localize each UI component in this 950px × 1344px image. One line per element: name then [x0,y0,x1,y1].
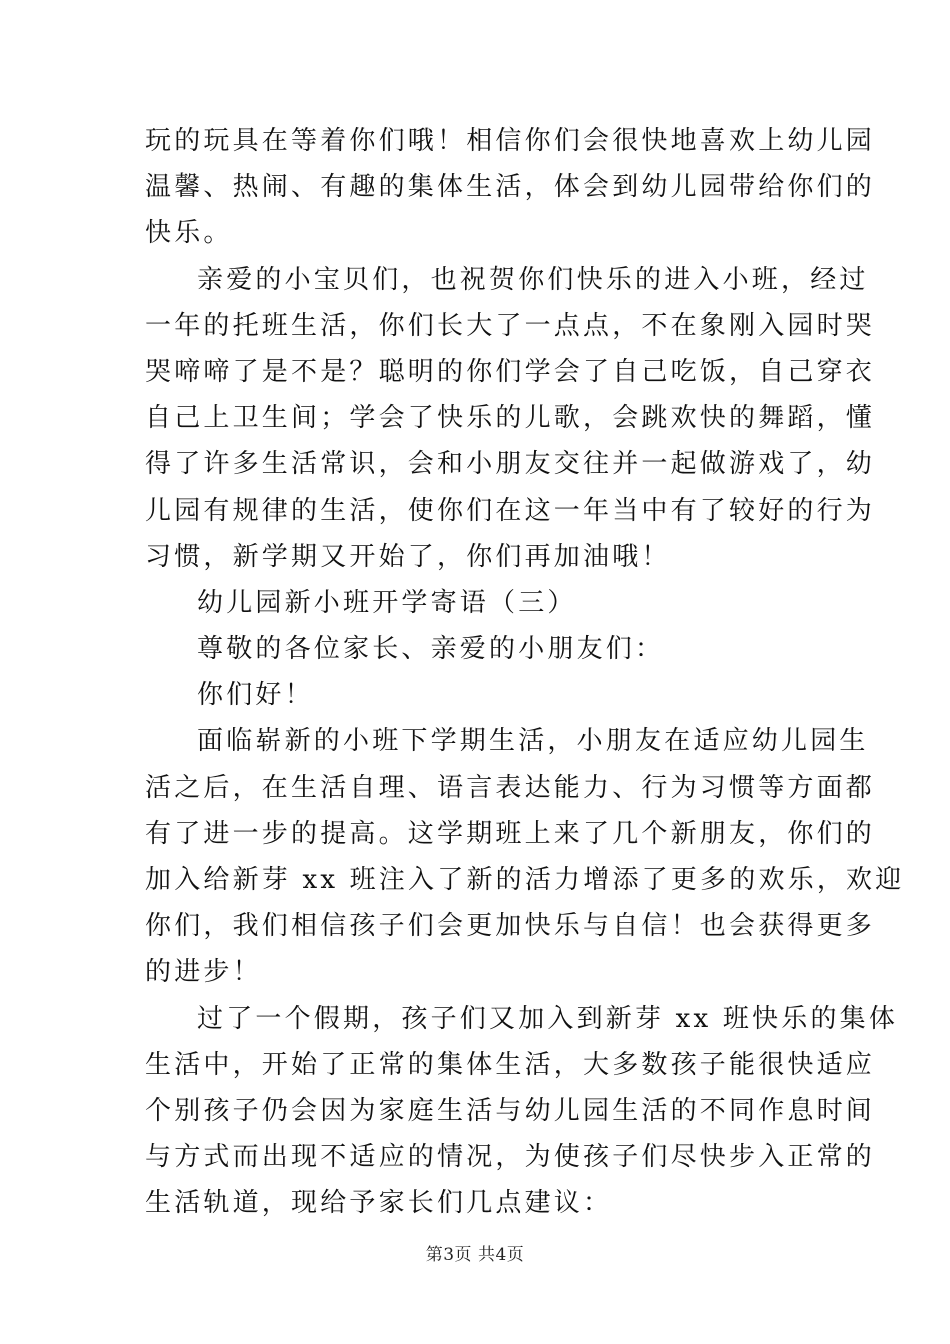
salutation: 尊敬的各位家长、亲爱的小朋友们： [197,634,665,665]
text-line: 活之后，在生活自理、语言表达能力、行为习惯等方面都 [145,772,876,803]
text-line: 温馨、热闹、有趣的集体生活，体会到幼儿园带给你们的 [145,172,876,203]
page-number-footer: 第3页 共4页 [425,1245,525,1265]
text-line: 自己上卫生间；学会了快乐的儿歌，会跳欢快的舞蹈，懂 [145,403,876,434]
section-heading: 幼儿园新小班开学寄语（三） [197,587,577,618]
text-line: 与方式而出现不适应的情况，为使孩子们尽快步入正常的 [145,1142,876,1173]
text-line: 的进步！ [145,957,262,988]
document-body [145,118,905,1227]
text-line: 加入给新芽 xx 班注入了新的活力增添了更多的欢乐，欢迎 [145,865,905,895]
text-line: 面临崭新的小班下学期生活，小朋友在适应幼儿园生 [197,726,869,757]
text-line: 过了一个假期，孩子们又加入到新芽 xx 班快乐的集体 [197,1003,899,1034]
text-line: 哭啼啼了是不是？聪明的你们学会了自己吃饭，自己穿衣 [145,356,876,387]
text-line: 你们，我们相信孩子们会更加快乐与自信！也会获得更多 [145,911,876,942]
text-line: 得了许多生活常识，会和小朋友交往并一起做游戏了，幼 [145,449,876,480]
text-line: 生活中，开始了正常的集体生活，大多数孩子能很快适应 [145,1049,876,1080]
text-line: 亲爱的小宝贝们，也祝贺你们快乐的进入小班，经过 [197,264,869,295]
text-line: 习惯，新学期又开始了，你们再加油哦！ [145,541,671,572]
text-line: 玩的玩具在等着你们哦！相信你们会很快地喜欢上幼儿园 [145,126,876,156]
text-line: 生活轨道，现给予家长们几点建议： [145,1188,613,1219]
text-line: 儿园有规律的生活，使你们在这一年当中有了较好的行为 [145,495,876,526]
text-line: 有了进一步的提高。这学期班上来了几个新朋友，你们的 [145,818,876,849]
text-line: 一年的托班生活，你们长大了一点点，不在象刚入园时哭 [145,310,876,341]
greeting: 你们好！ [197,680,314,711]
text-line: 快乐。 [145,218,233,249]
text-line: 个别孩子仍会因为家庭生活与幼儿园生活的不同作息时间 [145,1095,876,1126]
